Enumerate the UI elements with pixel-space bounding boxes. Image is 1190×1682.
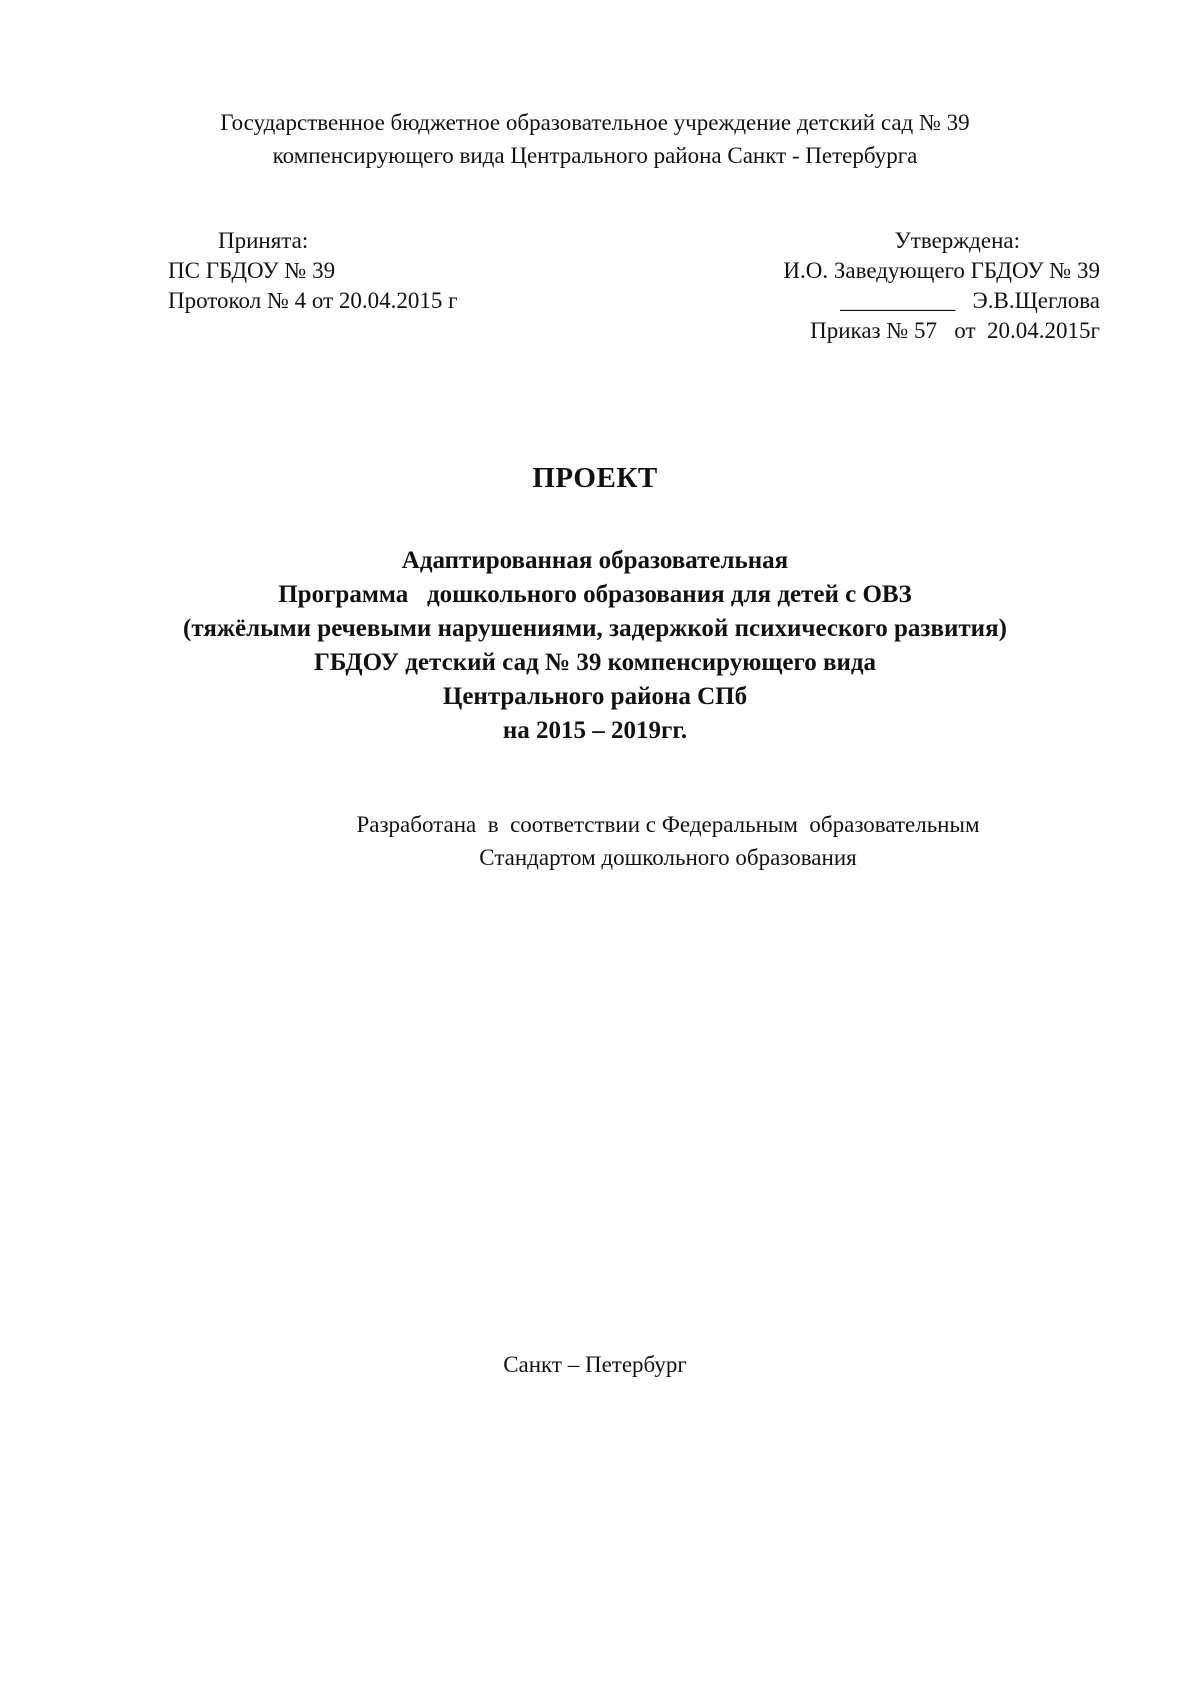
developed-line-1: Разработана в соответствии с Федеральным образовательным <box>356 812 980 837</box>
accepted-label: Принята: <box>218 228 309 253</box>
approved-order: Приказ № 57 от 20.04.2015г <box>810 318 1100 343</box>
program-title-line-3: (тяжёлыми речевыми нарушениями, задержкой психического развития) <box>183 615 1007 642</box>
approved-position: И.О. Заведующего ГБДОУ № 39 <box>783 258 1100 283</box>
approved-signature: __________ Э.В.Щеглова <box>840 288 1100 313</box>
institution-name-line-1: Государственное бюджетное образовательное учреждение детский сад № 39 <box>220 110 970 135</box>
accepted-protocol: Протокол № 4 от 20.04.2015 г <box>168 288 458 313</box>
program-title-line-1: Адаптированная образовательная <box>401 547 789 574</box>
approved-label: Утверждена: <box>894 228 1020 253</box>
program-title-line-4: ГБДОУ детский сад № 39 компенсирующего вида <box>313 649 877 676</box>
accepted-body: ПС ГБДОУ № 39 <box>168 258 336 283</box>
city-footer: Санкт – Петербург <box>503 1352 687 1377</box>
program-title-line-6: на 2015 – 2019гг. <box>502 717 688 744</box>
institution-name-line-2: компенсирующего вида Центрального района Санкт - Петербурга <box>272 143 918 168</box>
program-title-line-5: Центрального района СПб <box>442 683 748 710</box>
program-title-line-2: Программа дошкольного образования для детей с ОВЗ <box>278 581 912 608</box>
project-heading: ПРОЕКТ <box>532 462 658 494</box>
developed-line-2: Стандартом дошкольного образования <box>479 845 857 870</box>
